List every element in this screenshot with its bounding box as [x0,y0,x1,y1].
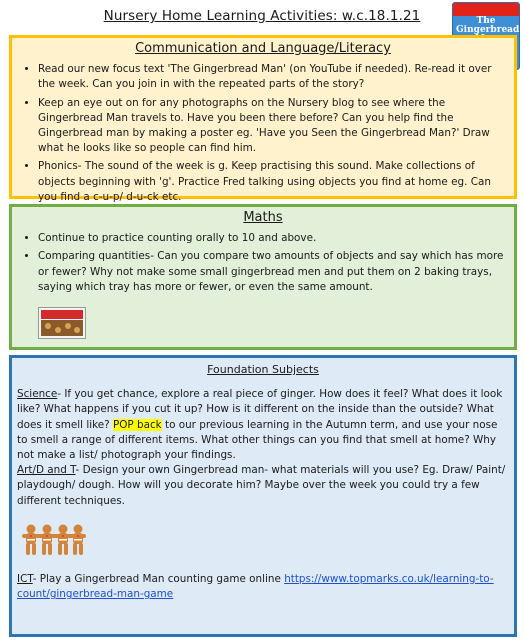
science-highlight: POP back [112,418,162,431]
science-label: Science [17,388,58,401]
foundation-heading: Foundation Subjects [207,363,319,376]
book-cover-title: The Gingerbread [456,16,520,35]
communication-section [9,35,517,203]
communication-list [12,62,514,205]
ict-paragraph [17,572,508,602]
maths-list [12,231,514,295]
science-paragraph [17,387,508,463]
gingerbread-men-image [22,523,86,557]
ict-text: - Play a Gingerbread Man counting game online [32,573,285,585]
art-paragraph [17,463,508,509]
science-text-continued: to our previous learning in the Autumn term, and use your nose to smell a range of different items. What other things can you find that smell at home? Why not make a list/ photograph your findings. [17,418,498,462]
communication-heading: Communication and Language/Literacy [135,41,391,56]
list-item: • Keep an eye out on for any photographs on the Nursery blog to see where the Gingerbread Man travels to. Have you been there before? Can you help find the Gingerbread man by making a poster eg. 'Have you Seen the Gingerbread Man?' Draw what he looks like so people can find him. [38,96,508,157]
maths-section [9,204,517,350]
science-text: - If you get chance, explore a real piece of ginger. How does it feel? What does it look like? What happens if you cut it up? How is it different on the inside than the outside? What does it smell like? [17,388,503,431]
ict-label: ICT [17,573,33,585]
art-text: - Design your own Gingerbread man- what materials will you use? Eg. Draw/ Paint/ playdough/ dough. How will you decorate him? Maybe over the week you could try a few different techniques. [17,464,506,507]
list-item: • Continue to practice counting orally to 10 and above. [38,231,508,246]
foundation-section [9,355,517,637]
art-label: Art/D and T [17,464,76,477]
list-item: • Read our new focus text 'The Gingerbread Man' (on YouTube if needed). Re-read it over the week. Can you join in with the repeated parts of the story? [38,62,508,92]
maths-heading: Maths [243,210,283,225]
page-title: Nursery Home Learning Activities: w.c.18.1.21 [103,8,421,24]
gingerbread-game-link[interactable]: https://www.topmarks.co.uk/learning-to-count/gingerbread-man-game [17,573,494,601]
baking-tray-image [38,307,86,339]
list-item: • Phonics- The sound of the week is g. Keep practising this sound. Make collections of objects beginning with 'g'. Practice Fred talking using objects you find at home eg. Can you find a c-u-p/ d-u-ck etc. [38,159,508,205]
list-item: • Comparing quantities- Can you compare two amounts of objects and say which has more or fewer? Why not make some small gingerbread men and put them on 2 baking trays, saying which tray has more or fewer, or even the same amount. [38,249,508,295]
